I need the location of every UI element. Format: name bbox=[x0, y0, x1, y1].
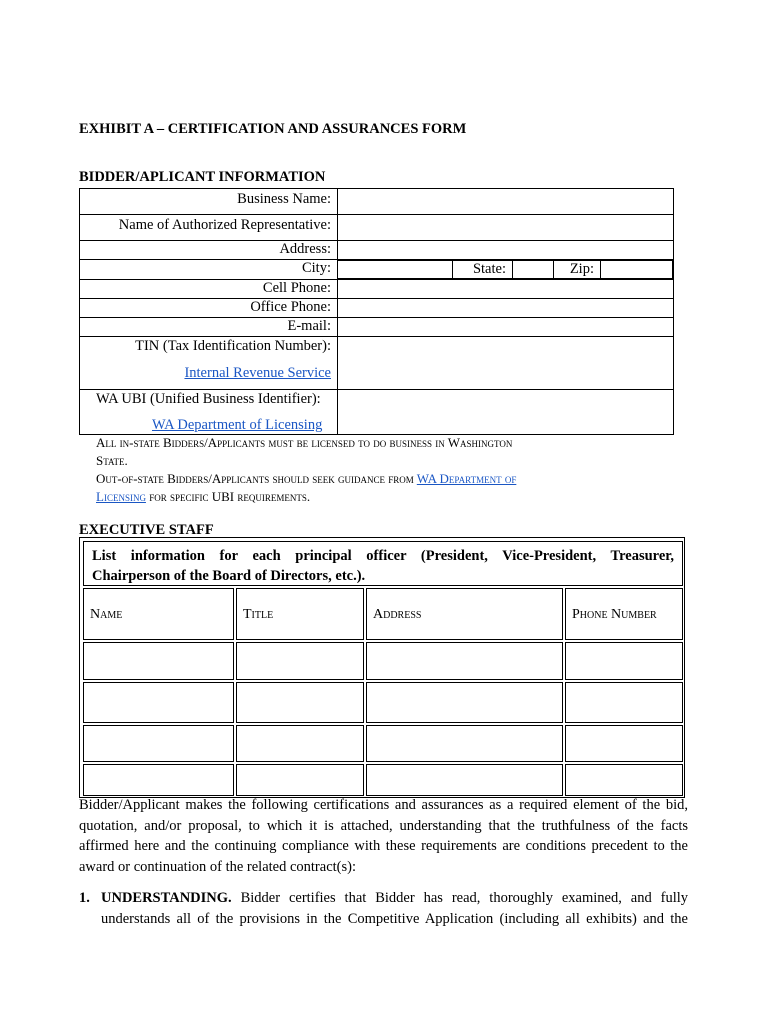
email-field[interactable] bbox=[338, 318, 674, 337]
staff-name-cell[interactable] bbox=[83, 725, 234, 762]
zip-label: Zip: bbox=[554, 261, 601, 279]
item-1-line-2: understands all of the provisions in the Competitive Application (including all exhibits) and the bbox=[101, 910, 688, 927]
staff-address-cell[interactable] bbox=[366, 682, 563, 723]
staff-title-cell[interactable] bbox=[236, 725, 364, 762]
email-label: E-mail: bbox=[80, 318, 338, 337]
item-understanding bbox=[79, 888, 688, 929]
executive-staff-table bbox=[79, 537, 685, 798]
staff-address-cell[interactable] bbox=[366, 764, 563, 796]
staff-address-cell[interactable] bbox=[366, 642, 563, 680]
staff-phone-cell[interactable] bbox=[565, 682, 683, 723]
dol-link-note-2[interactable]: Licensing bbox=[96, 489, 146, 504]
statement-line-2: quotation, and/or proposal, to which it is attached, understanding that the truthfulness of the facts bbox=[79, 817, 688, 834]
col-address-header: Address bbox=[366, 588, 563, 640]
staff-title-cell[interactable] bbox=[236, 642, 364, 680]
instructions-line-2: Chairperson of the Board of Directors, etc.). bbox=[92, 568, 366, 584]
city-state-zip-row bbox=[338, 260, 674, 280]
dol-link[interactable]: WA Department of Licensing bbox=[152, 417, 323, 433]
business-name-label: Business Name: bbox=[80, 189, 338, 215]
note-line-3-text: Out-of-state Bidders/Applicants should seek guidance from bbox=[96, 471, 417, 486]
office-phone-label: Office Phone: bbox=[80, 299, 338, 318]
address-field[interactable] bbox=[338, 241, 674, 260]
irs-link[interactable]: Internal Revenue Service bbox=[184, 365, 331, 381]
business-name-field[interactable] bbox=[338, 189, 674, 215]
staff-phone-cell[interactable] bbox=[565, 642, 683, 680]
dol-link-note[interactable]: WA Department of bbox=[416, 471, 517, 486]
col-title-header: Title bbox=[236, 588, 364, 640]
cell-phone-field[interactable] bbox=[338, 280, 674, 299]
item-1-text: Bidder certifies that Bidder has read, thoroughly examined, and fully bbox=[231, 890, 688, 906]
state-label: State: bbox=[453, 261, 513, 279]
certification-statement bbox=[79, 795, 688, 877]
ubi-label: WA UBI (Unified Business Identifier): bbox=[96, 391, 321, 407]
tin-label: TIN (Tax Identification Number): bbox=[135, 338, 331, 354]
item-1-label: UNDERSTANDING. bbox=[101, 890, 232, 906]
note-line-4 bbox=[96, 488, 696, 506]
state-field[interactable] bbox=[513, 261, 554, 279]
staff-title-cell[interactable] bbox=[236, 764, 364, 796]
ubi-label-cell bbox=[80, 390, 338, 435]
office-phone-field[interactable] bbox=[338, 299, 674, 318]
staff-name-cell[interactable] bbox=[83, 642, 234, 680]
page-title: EXHIBIT A – CERTIFICATION AND ASSURANCES FORM bbox=[79, 121, 467, 137]
executive-heading: EXECUTIVE STAFF bbox=[79, 522, 214, 538]
city-label: City: bbox=[80, 260, 338, 280]
executive-instructions bbox=[83, 541, 683, 586]
note-line-1: All in-state Bidders/Applicants must be licensed to do business in Washington bbox=[96, 435, 513, 450]
ubi-field[interactable] bbox=[338, 390, 674, 435]
col-name-header: Name bbox=[83, 588, 234, 640]
bidder-heading: BIDDER/APLICANT INFORMATION bbox=[79, 169, 326, 185]
licensing-note bbox=[96, 434, 696, 506]
instructions-line-1: List information for each principal officer (President, Vice-President, Treasurer, bbox=[92, 548, 674, 564]
staff-name-cell[interactable] bbox=[83, 764, 234, 796]
note-line-4-text: for specific UBI requirements. bbox=[145, 489, 311, 504]
statement-line-1: Bidder/Applicant makes the following certifications and assurances as a required element of the bid, bbox=[79, 797, 688, 813]
authorized-rep-field[interactable] bbox=[338, 215, 674, 241]
statement-line-4: award or continuation of the related contract(s): bbox=[79, 858, 356, 875]
item-1-number: 1. bbox=[79, 890, 90, 906]
note-line-3 bbox=[96, 470, 696, 488]
cell-phone-label: Cell Phone: bbox=[80, 280, 338, 299]
city-field[interactable] bbox=[338, 261, 453, 279]
staff-name-cell[interactable] bbox=[83, 682, 234, 723]
staff-phone-cell[interactable] bbox=[565, 725, 683, 762]
staff-phone-cell[interactable] bbox=[565, 764, 683, 796]
address-label: Address: bbox=[80, 241, 338, 260]
col-phone-header: Phone Number bbox=[565, 588, 683, 640]
zip-field[interactable] bbox=[601, 261, 673, 279]
note-line-2: State. bbox=[96, 453, 128, 468]
item-1-line-1 bbox=[79, 888, 688, 909]
staff-title-cell[interactable] bbox=[236, 682, 364, 723]
tin-label-cell bbox=[80, 337, 338, 390]
tin-field[interactable] bbox=[338, 337, 674, 390]
bidder-info-table bbox=[79, 188, 674, 435]
staff-address-cell[interactable] bbox=[366, 725, 563, 762]
authorized-rep-label: Name of Authorized Representative: bbox=[80, 215, 338, 241]
statement-line-3: affirmed here and the continuing compliance with these requirements are conditions precedent to the bbox=[79, 838, 688, 854]
